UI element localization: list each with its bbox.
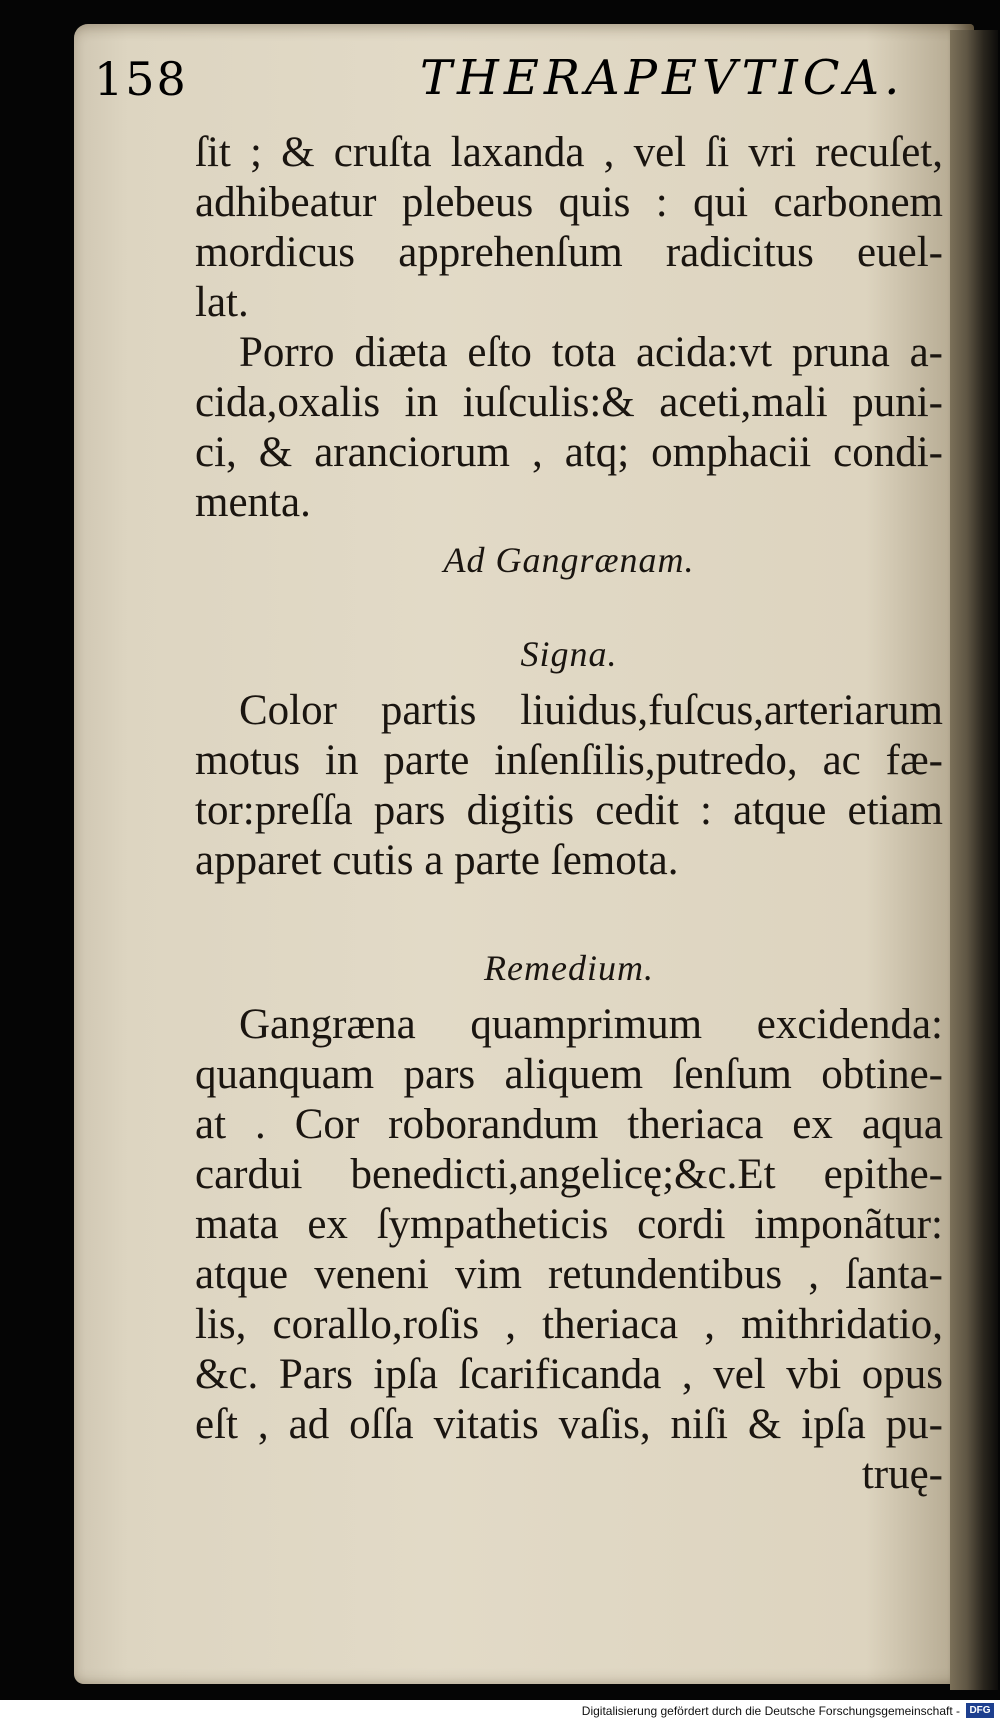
text-line: &c. Pars ipſa ſcarificanda , vel vbi opus <box>195 1351 943 1398</box>
text-line: Gangræna quamprimum excidenda: <box>239 1001 943 1048</box>
section-heading: Ad Gangrænam. <box>443 540 695 580</box>
page-number: 158 <box>94 52 188 106</box>
spacer <box>195 592 943 622</box>
text-line: motus in parte inſenſilis,putredo, ac fæ- <box>195 737 943 784</box>
text-line: quanquam pars aliquem ſenſum obtine- <box>195 1051 943 1098</box>
text-line: cida,oxalis in iuſculis:& aceti,mali puni- <box>195 379 943 426</box>
spacer <box>195 886 943 936</box>
text-line: ci, & aranciorum , atq; omphacii condi- <box>195 429 943 476</box>
text-line: adhibeatur plebeus quis : qui carbonem <box>195 179 943 226</box>
text-line: lat. <box>195 279 249 326</box>
text-line: eſt , ad oſſa vitatis vaſis, niſi & ipſa pu- <box>195 1401 943 1448</box>
book-binding-edge <box>950 30 998 1690</box>
text-line: apparet cutis a parte ſemota. <box>195 837 679 884</box>
text-line: ſit ; & cruſta laxanda , vel ſi vri recuſet, <box>195 129 943 176</box>
text-line: mata ex ſympatheticis cordi imponãtur: <box>195 1201 943 1248</box>
section-heading: Remedium. <box>484 948 654 988</box>
digitization-credit: Digitalisierung gefördert durch die Deutsche Forschungsgemeinschaft - <box>581 1704 960 1718</box>
text-line: atque veneni vim retundentibus , ſanta- <box>195 1251 943 1298</box>
text-line: tor:preſſa pars digitis cedit : atque etiam <box>195 787 943 834</box>
text-line: mordicus apprehenſum radicitus euel- <box>195 229 943 276</box>
text-line: Color partis liuidus,fuſcus,arteriarum <box>239 687 943 734</box>
text-line: menta. <box>195 479 311 526</box>
text-line: cardui benedicti,angelicę;&c.Et epithe- <box>195 1151 943 1198</box>
catchword: truę- <box>861 1451 943 1498</box>
text-line: at . Cor roborandum theriaca ex aqua <box>195 1101 943 1148</box>
page-text <box>195 128 943 1500</box>
section-heading: Signa. <box>520 634 618 674</box>
text-line: Porro diæta eſto tota acida:vt pruna a- <box>239 329 943 376</box>
running-title: THERAPEVTICA. <box>420 50 905 106</box>
text-line: lis, corallo,roſis , theriaca , mithridatio, <box>195 1301 943 1348</box>
dfg-logo-icon[interactable]: DFG <box>966 1703 994 1718</box>
